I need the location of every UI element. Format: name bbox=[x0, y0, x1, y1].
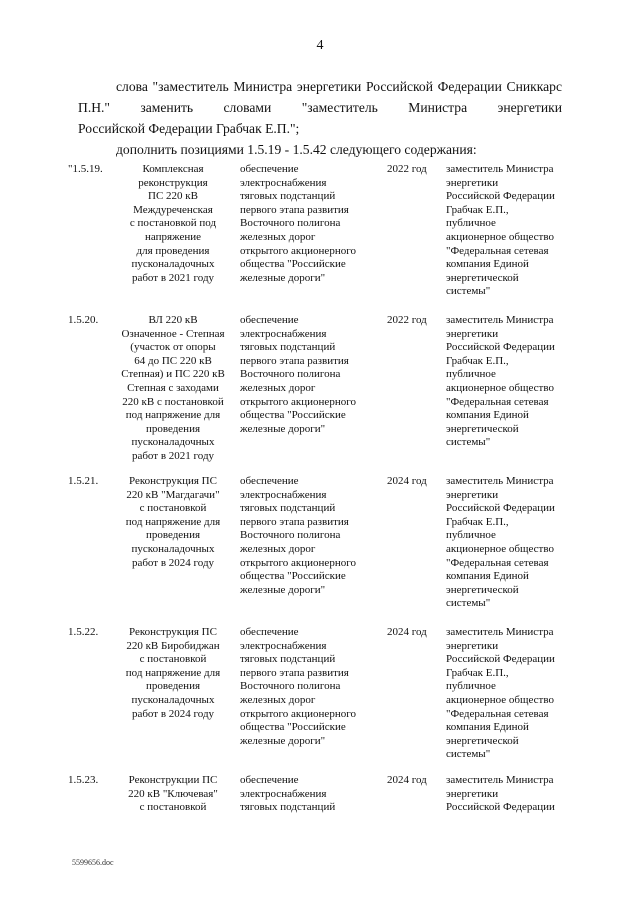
object-name-line: пусконаладочных bbox=[131, 693, 215, 706]
purpose-text-line: общества "Российские bbox=[240, 721, 346, 734]
responsible-party-line: акционерное общество bbox=[446, 542, 554, 555]
purpose-text-line: открытого акционерного bbox=[240, 244, 356, 257]
object-name-line: под напряжение для bbox=[125, 409, 221, 422]
purpose-text-line: тяговых подстанций bbox=[240, 341, 336, 354]
responsible-party-line: Грабчак Е.П., bbox=[446, 515, 509, 528]
purpose-text-line: железные дороги" bbox=[240, 734, 326, 747]
purpose-text-line: общества "Российские bbox=[240, 570, 346, 583]
object-name-line: Реконструкции ПС bbox=[128, 774, 218, 786]
purpose-text bbox=[240, 475, 380, 597]
object-name-line: ПС 220 кВ bbox=[148, 190, 198, 203]
responsible-party-line: "Федеральная сетевая bbox=[446, 244, 549, 257]
object-name-line: работ в 2024 году bbox=[131, 707, 215, 720]
purpose-text-line: первого этапа развития bbox=[240, 354, 349, 367]
object-name-line: пусконаладочных bbox=[131, 542, 215, 555]
object-name-line: для проведения bbox=[136, 244, 210, 257]
responsible-party-line: компания Единой bbox=[446, 258, 529, 271]
object-name bbox=[114, 626, 232, 721]
object-name-line: проведения bbox=[145, 529, 201, 542]
responsible-party-line: энергетической bbox=[446, 271, 519, 284]
responsible-party-line: Российской Федерации bbox=[446, 502, 555, 515]
responsible-party-line: "Федеральная сетевая bbox=[446, 395, 549, 408]
purpose-text-line: железных дорог bbox=[240, 693, 316, 706]
object-name-line: с постановкой bbox=[139, 653, 207, 666]
purpose-text-line: Восточного полигона bbox=[240, 368, 341, 381]
position-number: 1.5.22. bbox=[68, 626, 99, 638]
object-name-line: Означенное - Степная bbox=[121, 327, 225, 340]
purpose-text-line: электроснабжения bbox=[240, 488, 327, 501]
object-name-line: 220 кВ с постановкой bbox=[122, 395, 224, 408]
purpose-text-line: открытого акционерного bbox=[240, 395, 356, 408]
intro-paragraph-1 bbox=[78, 76, 562, 118]
purpose-text-line: Восточного полигона bbox=[240, 217, 341, 230]
purpose-text-line: Восточного полигона bbox=[240, 680, 341, 693]
object-name-line: Реконструкция ПС bbox=[129, 626, 217, 638]
purpose-text-line: обеспечение bbox=[240, 314, 299, 326]
object-name-line: 220 кВ Биробиджан bbox=[126, 639, 220, 652]
object-name bbox=[114, 314, 232, 464]
object-name-line: проведения bbox=[145, 422, 201, 435]
responsible-party bbox=[446, 774, 564, 815]
responsible-party-line: системы" bbox=[446, 285, 491, 298]
page-number: 4 bbox=[316, 38, 324, 53]
purpose-text-line: электроснабжения bbox=[240, 327, 327, 340]
object-name bbox=[114, 475, 232, 570]
deadline-year: 2022 год bbox=[387, 314, 427, 326]
object-name-line: с постановкой под bbox=[129, 217, 217, 230]
purpose-text bbox=[240, 163, 380, 285]
purpose-text-line: первого этапа развития bbox=[240, 203, 349, 216]
object-name bbox=[114, 163, 232, 285]
object-name-line: под напряжение для bbox=[125, 666, 221, 679]
deadline-year: 2024 год bbox=[387, 626, 427, 638]
object-name-line: 64 до ПС 220 кВ bbox=[134, 354, 212, 367]
responsible-party-line: системы" bbox=[446, 436, 491, 449]
purpose-text bbox=[240, 774, 380, 815]
responsible-party-line: Российской Федерации bbox=[446, 801, 555, 814]
responsible-party-line: энергетики bbox=[446, 639, 499, 652]
object-name-line: Междуреченская bbox=[133, 203, 213, 216]
responsible-party-line: публичное bbox=[446, 368, 496, 381]
responsible-party-line: Российской Федерации bbox=[446, 653, 555, 666]
purpose-text-line: общества "Российские bbox=[240, 409, 346, 422]
responsible-party-line: акционерное общество bbox=[446, 230, 554, 243]
purpose-text-line: железных дорог bbox=[240, 542, 316, 555]
responsible-party-line: "Федеральная сетевая bbox=[446, 556, 549, 569]
purpose-text-line: железные дороги" bbox=[240, 271, 326, 284]
purpose-text-line: обеспечение bbox=[240, 163, 299, 175]
object-name-line: Комплексная bbox=[142, 163, 204, 175]
responsible-party-line: Грабчак Е.П., bbox=[446, 203, 509, 216]
object-name-line: работ в 2021 году bbox=[131, 271, 215, 284]
purpose-text-line: тяговых подстанций bbox=[240, 190, 336, 203]
responsible-party-line: энергетики bbox=[446, 176, 499, 189]
object-name-line: напряжение bbox=[144, 230, 202, 243]
responsible-party-line: заместитель Министра bbox=[446, 475, 554, 487]
purpose-text-line: железных дорог bbox=[240, 381, 316, 394]
purpose-text-line: тяговых подстанций bbox=[240, 801, 336, 814]
purpose-text-line: открытого акционерного bbox=[240, 707, 356, 720]
purpose-text-line: обеспечение bbox=[240, 774, 299, 786]
position-number: 1.5.21. bbox=[68, 475, 99, 487]
purpose-text-line: железных дорог bbox=[240, 230, 316, 243]
responsible-party-line: акционерное общество bbox=[446, 381, 554, 394]
object-name-line: ВЛ 220 кВ bbox=[148, 314, 198, 326]
object-name-line: работ в 2024 году bbox=[131, 556, 215, 569]
position-number: "1.5.19. bbox=[68, 163, 103, 175]
object-name-line: Реконструкция ПС bbox=[129, 475, 217, 487]
responsible-party-line: системы" bbox=[446, 748, 491, 761]
document-file-name: 5599656.doc bbox=[72, 858, 114, 867]
object-name-line: работ в 2021 году bbox=[131, 449, 215, 462]
object-name bbox=[114, 774, 232, 815]
deadline-year: 2024 год bbox=[387, 475, 427, 487]
responsible-party-line: заместитель Министра bbox=[446, 774, 554, 786]
purpose-text-line: тяговых подстанций bbox=[240, 653, 336, 666]
responsible-party-line: энергетики bbox=[446, 787, 499, 800]
intro-line-1: слова "заместитель Министра энергетики Российской Федерации bbox=[116, 79, 502, 94]
purpose-text-line: обеспечение bbox=[240, 626, 299, 638]
intro-paragraph-2: дополнить позициями 1.5.19 - 1.5.42 следующего содержания: bbox=[116, 142, 477, 157]
responsible-party-line: "Федеральная сетевая bbox=[446, 707, 549, 720]
responsible-party-line: компания Единой bbox=[446, 570, 529, 583]
object-name-line: Степная с заходами bbox=[127, 381, 219, 394]
purpose-text-line: первого этапа развития bbox=[240, 666, 349, 679]
intro-paragraph-1-end: Российской Федерации Грабчак Е.П."; bbox=[78, 121, 300, 136]
object-name-line: (участок от опоры bbox=[130, 341, 216, 354]
object-name-line: под напряжение для bbox=[125, 515, 221, 528]
object-name-line: 220 кВ "Магдагачи" bbox=[126, 488, 220, 501]
object-name-line: реконструкция bbox=[138, 176, 208, 189]
purpose-text-line: общества "Российские bbox=[240, 258, 346, 271]
position-number: 1.5.20. bbox=[68, 314, 99, 326]
object-name-line: проведения bbox=[145, 680, 201, 693]
responsible-party-line: заместитель Министра bbox=[446, 314, 554, 326]
purpose-text-line: первого этапа развития bbox=[240, 515, 349, 528]
responsible-party-line: Российской Федерации bbox=[446, 190, 555, 203]
responsible-party-line: публичное bbox=[446, 529, 496, 542]
responsible-party bbox=[446, 626, 564, 762]
object-name-line: пусконаладочных bbox=[131, 436, 215, 449]
object-name-line: Степная) и ПС 220 кВ bbox=[121, 368, 225, 381]
responsible-party-line: заместитель Министра bbox=[446, 626, 554, 638]
responsible-party-line: акционерное общество bbox=[446, 693, 554, 706]
intro-text bbox=[78, 76, 562, 160]
purpose-text-line: электроснабжения bbox=[240, 787, 327, 800]
purpose-text-line: электроснабжения bbox=[240, 176, 327, 189]
responsible-party-line: компания Единой bbox=[446, 409, 529, 422]
responsible-party-line: Российской Федерации bbox=[446, 341, 555, 354]
responsible-party bbox=[446, 314, 564, 450]
purpose-text-line: обеспечение bbox=[240, 475, 299, 487]
deadline-year: 2022 год bbox=[387, 163, 427, 175]
responsible-party-line: Грабчак Е.П., bbox=[446, 666, 509, 679]
purpose-text-line: железные дороги" bbox=[240, 583, 326, 596]
responsible-party-line: публичное bbox=[446, 680, 496, 693]
position-number: 1.5.23. bbox=[68, 774, 99, 786]
purpose-text bbox=[240, 626, 380, 748]
responsible-party-line: энергетической bbox=[446, 422, 519, 435]
responsible-party-line: Грабчак Е.П., bbox=[446, 354, 509, 367]
purpose-text-line: железные дороги" bbox=[240, 422, 326, 435]
purpose-text-line: электроснабжения bbox=[240, 639, 327, 652]
responsible-party bbox=[446, 475, 564, 611]
intro-line-2: Сниккарс П.Н." заменить словами "заместитель Министра энергетики bbox=[78, 79, 562, 115]
object-name-line: с постановкой bbox=[139, 801, 207, 814]
responsible-party-line: энергетической bbox=[446, 583, 519, 596]
object-name-line: 220 кВ "Ключевая" bbox=[128, 787, 218, 800]
responsible-party-line: энергетики bbox=[446, 327, 499, 340]
object-name-line: пусконаладочных bbox=[131, 258, 215, 271]
purpose-text-line: Восточного полигона bbox=[240, 529, 341, 542]
object-name-line: с постановкой bbox=[139, 502, 207, 515]
purpose-text-line: открытого акционерного bbox=[240, 556, 356, 569]
purpose-text bbox=[240, 314, 380, 436]
responsible-party-line: компания Единой bbox=[446, 721, 529, 734]
responsible-party-line: публичное bbox=[446, 217, 496, 230]
responsible-party-line: энергетики bbox=[446, 488, 499, 501]
responsible-party-line: энергетической bbox=[446, 734, 519, 747]
responsible-party-line: системы" bbox=[446, 597, 491, 610]
deadline-year: 2024 год bbox=[387, 774, 427, 786]
purpose-text-line: тяговых подстанций bbox=[240, 502, 336, 515]
responsible-party-line: заместитель Министра bbox=[446, 163, 554, 175]
responsible-party bbox=[446, 163, 564, 299]
